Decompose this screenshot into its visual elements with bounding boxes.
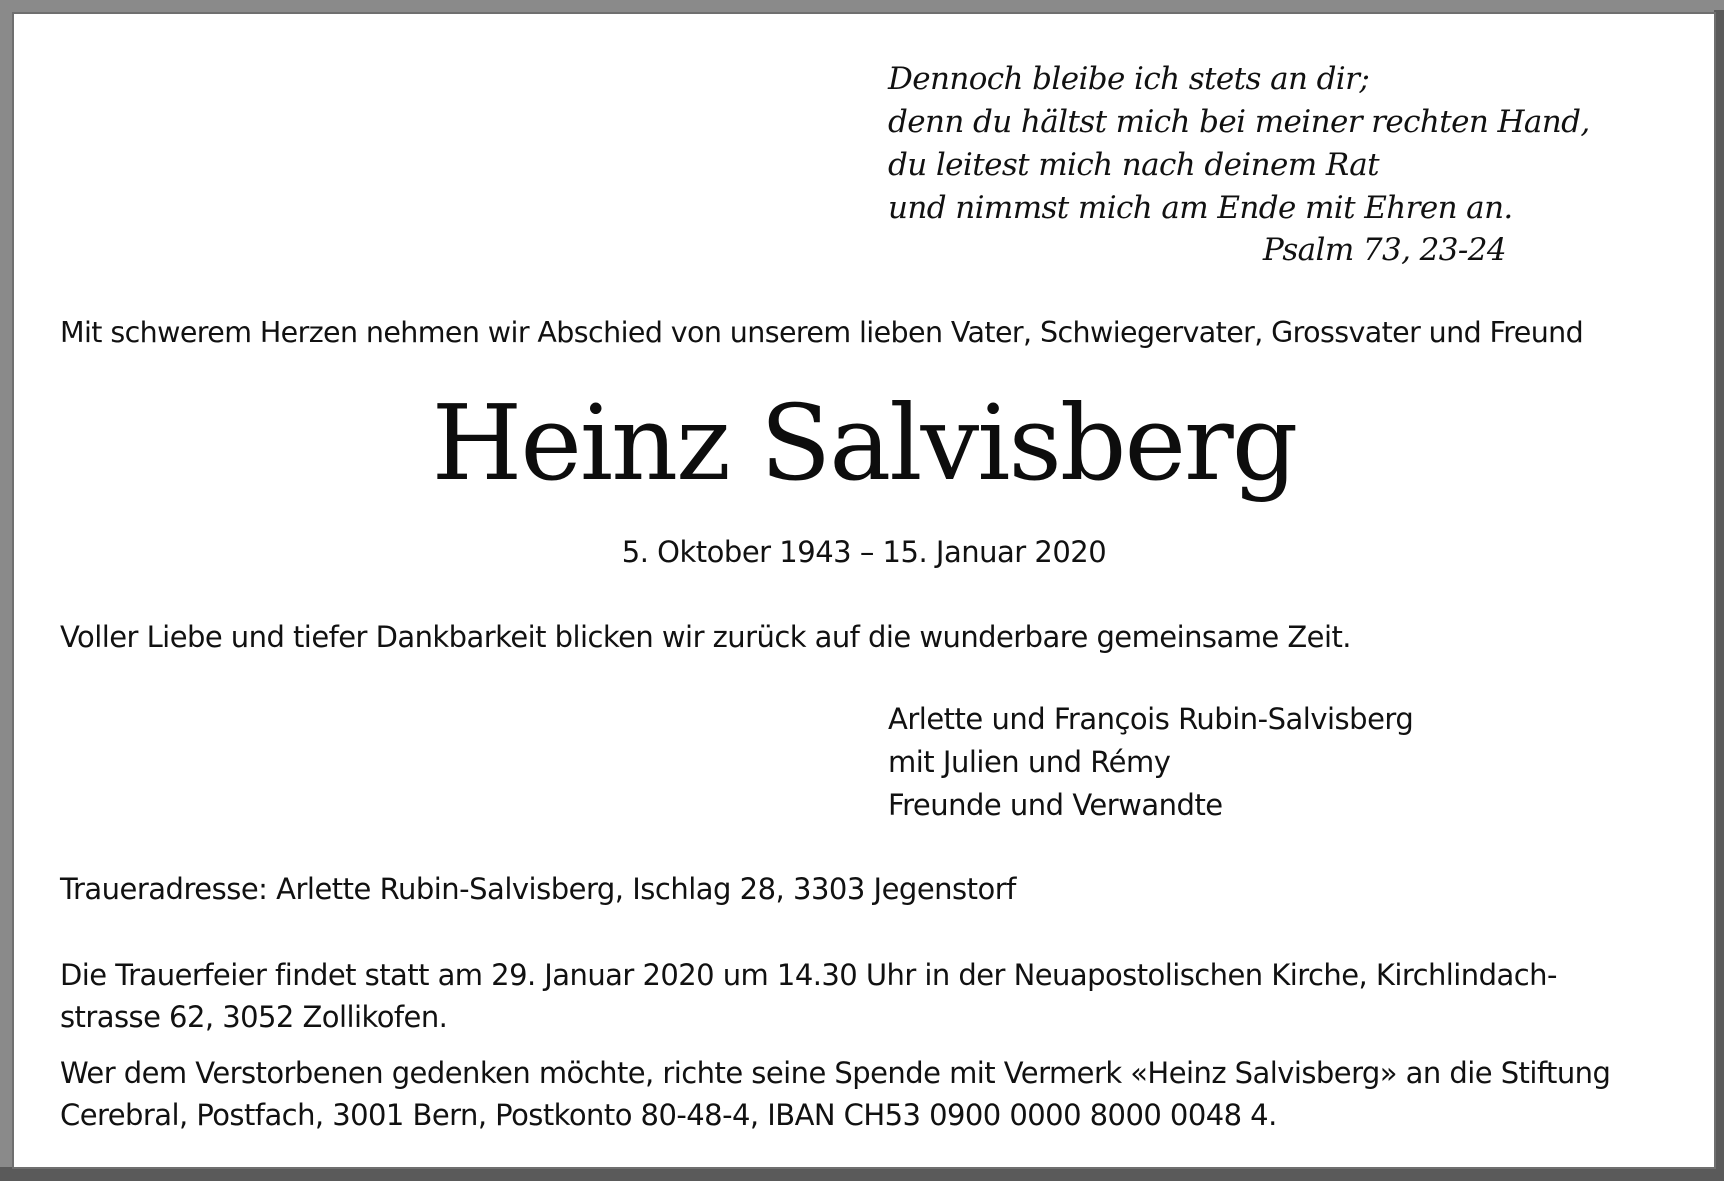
psalm-line: Dennoch bleibe ich stets an dir; bbox=[888, 61, 1370, 97]
page-shadow-bottom bbox=[0, 1167, 1724, 1181]
donation-info bbox=[60, 1052, 1610, 1136]
psalm-quote bbox=[888, 58, 1590, 230]
funeral-service-info bbox=[60, 954, 1557, 1038]
life-dates: 5. Oktober 1943 – 15. Januar 2020 bbox=[621, 535, 1107, 569]
thanks-text: Voller Liebe und tiefer Dankbarkeit blicken wir zurück auf die wunderbare gemeinsame Zeit. bbox=[60, 620, 1351, 654]
donation-line: Wer dem Verstorbenen gedenken möchte, richte seine Spende mit Vermerk «Heinz Salvisberg» an die Stiftung bbox=[60, 1056, 1611, 1090]
donation-line: Cerebral, Postfach, 3001 Bern, Postkonto 80-48-4, IBAN CH53 0900 0000 8000 0048 4. bbox=[60, 1098, 1277, 1132]
psalm-line: denn du hältst mich bei meiner rechten Hand, bbox=[888, 104, 1590, 140]
intro-text: Mit schwerem Herzen nehmen wir Abschied von unserem lieben Vater, Schwiegervater, Grossvater und Freund bbox=[60, 316, 1584, 349]
psalm-reference: Psalm 73, 23-24 bbox=[1262, 232, 1506, 268]
service-line: strasse 62, 3052 Zollikofen. bbox=[60, 1000, 448, 1034]
psalm-line: du leitest mich nach deinem Rat bbox=[888, 147, 1380, 183]
mourning-address: Traueradresse: Arlette Rubin-Salvisberg, Ischlag 28, 3303 Jegenstorf bbox=[60, 872, 1016, 906]
family-line: Freunde und Verwandte bbox=[888, 788, 1223, 822]
family-line: mit Julien und Rémy bbox=[888, 745, 1171, 779]
family-signature bbox=[888, 698, 1413, 827]
psalm-line: und nimmst mich am Ende mit Ehren an. bbox=[888, 190, 1513, 226]
deceased-name: Heinz Salvisberg bbox=[431, 382, 1297, 504]
obituary-notice bbox=[14, 14, 1714, 1167]
service-line: Die Trauerfeier findet statt am 29. Januar 2020 um 14.30 Uhr in der Neuapostolischen Kirche, Kirchlindach- bbox=[60, 958, 1557, 992]
family-line: Arlette und François Rubin-Salvisberg bbox=[888, 702, 1414, 736]
page-shadow-right bbox=[1714, 10, 1724, 1181]
